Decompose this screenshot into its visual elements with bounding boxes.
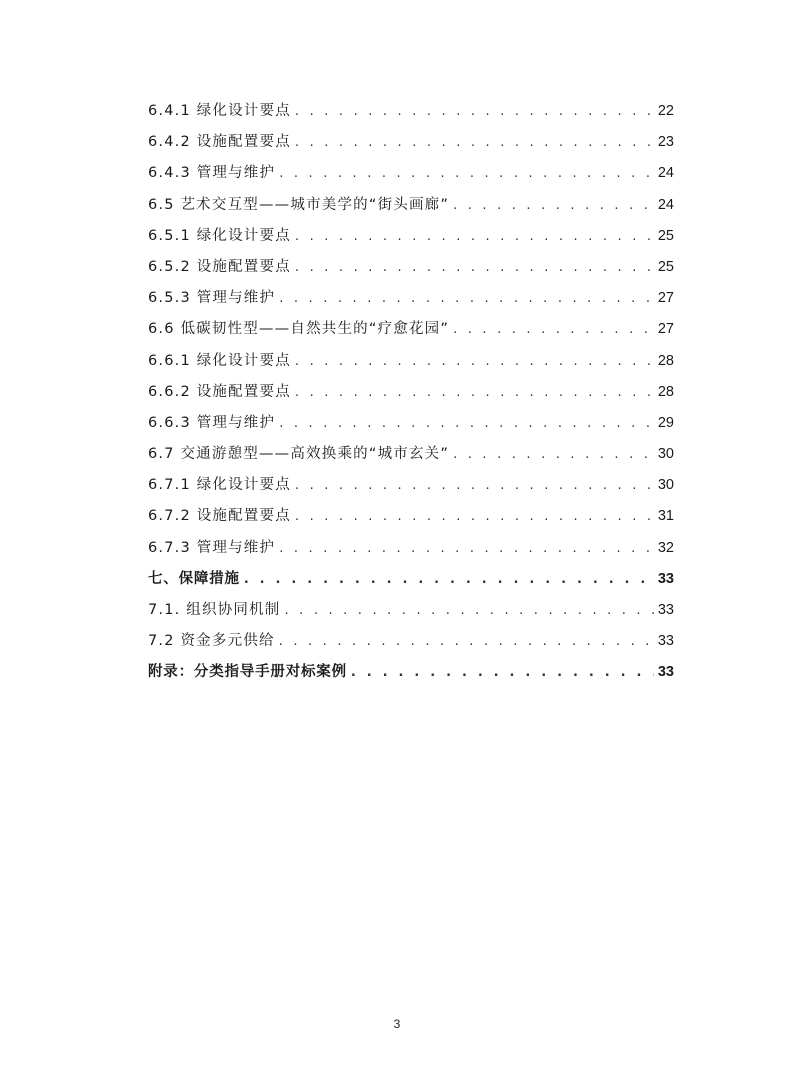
toc-entry[interactable]: [148, 471, 674, 502]
toc-dot-leader: [279, 535, 654, 563]
toc-entry-page-number: 33: [657, 602, 674, 618]
toc-entry-label: 七、保障措施: [148, 570, 240, 587]
toc-entry-label: 7.1. 组织协同机制: [148, 602, 281, 618]
toc-entry-label: 6.6 低碳韧性型——自然共生的“疗愈花园”: [148, 321, 450, 338]
page-number: 3: [393, 1017, 401, 1031]
toc-entry-label: 6.7.1 绿化设计要点: [148, 477, 291, 494]
toc-entry-page-number: 27: [657, 290, 674, 307]
toc-entry-page-number: 25: [657, 258, 674, 275]
toc-entry-page-number: 28: [657, 383, 674, 400]
toc-entry[interactable]: [148, 347, 674, 378]
toc-dot-leader: [295, 348, 654, 376]
toc-entry-page-number: 33: [657, 664, 674, 681]
toc-dot-leader: [279, 628, 654, 656]
toc-dot-leader: [295, 129, 654, 157]
toc-entry-page-number: 33: [657, 633, 674, 650]
toc-dot-leader: [295, 503, 654, 531]
toc-dot-leader: [295, 472, 654, 500]
toc-entry[interactable]: [148, 315, 674, 346]
toc-entry-page-number: 24: [657, 196, 674, 213]
toc-dot-leader: [351, 659, 654, 687]
table-of-contents: [148, 97, 674, 690]
toc-entry-page-number: 23: [657, 134, 674, 151]
toc-entry-page-number: 27: [657, 321, 674, 338]
toc-entry[interactable]: [148, 627, 674, 658]
toc-entry-label: 6.5.3 管理与维护: [148, 290, 276, 307]
toc-entry-label: 6.4.2 设施配置要点: [148, 134, 291, 151]
toc-entry-page-number: 24: [657, 165, 674, 182]
toc-entry[interactable]: [148, 253, 674, 284]
toc-entry[interactable]: [148, 159, 674, 190]
toc-entry-label: 6.6.1 绿化设计要点: [148, 352, 291, 369]
toc-dot-leader: [295, 223, 654, 251]
toc-dot-leader: [295, 98, 654, 126]
toc-dot-leader: [279, 410, 654, 438]
toc-entry-label: 6.4.1 绿化设计要点: [148, 103, 291, 119]
toc-entry-label: 6.7 交通游憩型——高效换乘的“城市玄关”: [148, 446, 450, 463]
toc-entry-label: 6.4.3 管理与维护: [148, 165, 276, 182]
toc-entry-label: 6.5.1 绿化设计要点: [148, 227, 291, 244]
toc-entry-page-number: 29: [657, 414, 674, 431]
toc-entry-label: 附录：分类指导手册对标案例: [148, 664, 347, 681]
toc-entry-label: 6.5 艺术交互型——城市美学的“街头画廊”: [148, 196, 450, 213]
toc-dot-leader: [279, 160, 654, 188]
toc-entry[interactable]: [148, 502, 674, 533]
toc-dot-leader: [453, 192, 654, 220]
toc-entry-page-number: 22: [657, 103, 674, 119]
toc-dot-leader: [244, 566, 654, 594]
toc-entry[interactable]: [148, 222, 674, 253]
toc-entry[interactable]: [148, 565, 674, 596]
toc-entry-label: 7.2 资金多元供给: [148, 633, 275, 650]
toc-dot-leader: [295, 379, 654, 407]
toc-entry-page-number: 31: [657, 508, 674, 525]
toc-dot-leader: [453, 441, 654, 469]
toc-entry[interactable]: [148, 97, 674, 128]
toc-entry-page-number: 30: [657, 477, 674, 494]
toc-entry[interactable]: [148, 378, 674, 409]
toc-entry-label: 6.6.3 管理与维护: [148, 414, 276, 431]
toc-entry[interactable]: [148, 191, 674, 222]
toc-entry-page-number: 28: [657, 352, 674, 369]
toc-dot-leader: [453, 316, 654, 344]
toc-entry-label: 6.7.2 设施配置要点: [148, 508, 291, 525]
toc-dot-leader: [279, 285, 654, 313]
toc-entry[interactable]: [148, 284, 674, 315]
toc-entry[interactable]: [148, 409, 674, 440]
toc-dot-leader: [284, 597, 653, 625]
toc-entry[interactable]: [148, 596, 674, 627]
toc-entry-label: 6.6.2 设施配置要点: [148, 383, 291, 400]
toc-entry-label: 6.5.2 设施配置要点: [148, 258, 291, 275]
toc-entry-page-number: 25: [657, 227, 674, 244]
toc-entry[interactable]: [148, 534, 674, 565]
toc-entry-page-number: 33: [657, 570, 674, 587]
toc-entry[interactable]: [148, 440, 674, 471]
toc-dot-leader: [295, 254, 654, 282]
toc-entry[interactable]: [148, 658, 674, 689]
toc-entry-label: 6.7.3 管理与维护: [148, 539, 276, 556]
toc-entry-page-number: 30: [657, 446, 674, 463]
toc-entry[interactable]: [148, 128, 674, 159]
toc-entry-page-number: 32: [657, 539, 674, 556]
